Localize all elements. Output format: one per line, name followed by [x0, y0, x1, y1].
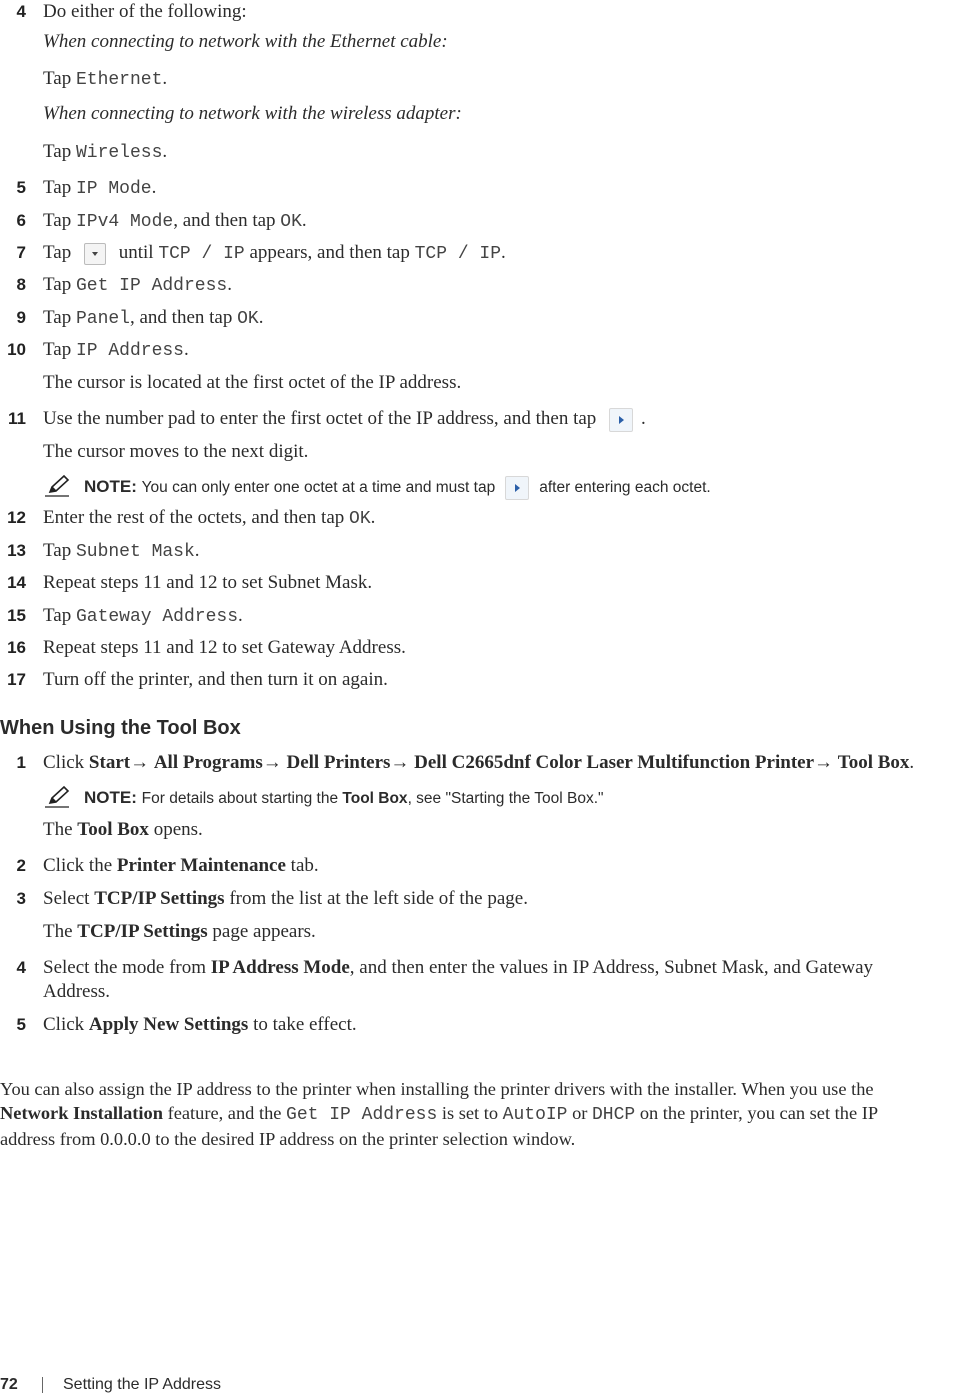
step-text: Tap IP Address. [43, 339, 189, 361]
step-number: 10 [7, 340, 26, 359]
step-text: Tap Gateway Address. [43, 605, 243, 627]
down-arrow-button-icon [84, 243, 106, 265]
note: NOTE: You can only enter one octet at a time and must tap after entering each octet. [84, 475, 711, 500]
wireless-instruction: Tap Wireless. [43, 141, 168, 163]
closing-line-2: Network Installation feature, and the Get IP Address is set to AutoIP or DHCP on the printer, you can set the IP [0, 1103, 879, 1125]
step-number: 15 [7, 606, 26, 625]
step-text: Repeat steps 11 and 12 to set Subnet Mask. [43, 572, 373, 593]
page-number: 72 [0, 1376, 18, 1393]
step-text: Tap Subnet Mask. [43, 540, 200, 562]
step-number: 2 [16, 856, 26, 875]
step-number: 6 [16, 211, 26, 230]
step-number: 5 [16, 178, 26, 197]
step-number: 1 [16, 753, 26, 772]
step-followup: The Tool Box opens. [43, 819, 203, 840]
footer-title: Setting the IP Address [63, 1376, 222, 1393]
closing-line-3: address from 0.0.0.0 to the desired IP address on the printer selection window. [0, 1129, 576, 1149]
step-text: Select TCP/IP Settings from the list at the left side of the page. [43, 888, 528, 909]
step-text: Enter the rest of the octets, and then tap OK. [43, 507, 376, 529]
step-number: 7 [16, 243, 26, 262]
step-text: Tap IP Mode. [43, 177, 157, 199]
ethernet-heading: When connecting to network with the Ethernet cable: [43, 31, 448, 52]
step-number: 3 [16, 889, 26, 908]
step-text: Tap IPv4 Mode, and then tap OK. [43, 210, 307, 232]
step-followup: The TCP/IP Settings page appears. [43, 921, 316, 942]
step-number: 14 [7, 573, 26, 592]
step-followup: The cursor is located at the first octet of the IP address. [43, 372, 462, 393]
step-text: Select the mode from IP Address Mode, and then enter the values in IP Address, Subnet Mask, and Gateway [43, 957, 874, 978]
note-pencil-icon [43, 785, 71, 816]
ethernet-instruction: Tap Ethernet. [43, 68, 168, 90]
right-arrow-button-icon [609, 408, 633, 432]
step-number: 12 [7, 508, 26, 527]
step-number: 11 [8, 409, 26, 428]
step-text: Click the Printer Maintenance tab. [43, 855, 319, 876]
step-text: Click Apply New Settings to take effect. [43, 1014, 357, 1035]
step-number: 4 [16, 958, 26, 977]
step-text: Tap Get IP Address. [43, 274, 232, 296]
step-text: Click Start→ All Programs→ Dell Printers→ Dell C2665dnf Color Laser Multifunction Printer→ Tool Box. [43, 752, 915, 773]
step-text-continued: Address. [43, 981, 111, 1002]
step-number: 13 [7, 541, 26, 560]
footer-separator [42, 1377, 43, 1393]
step-followup: The cursor moves to the next digit. [43, 441, 309, 462]
section-heading: When Using the Tool Box [0, 717, 241, 739]
step-number: 4 [16, 2, 26, 21]
step-text: Tap until TCP / IP appears, and then tap TCP / IP. [43, 242, 506, 264]
wireless-heading: When connecting to network with the wireless adapter: [43, 103, 462, 124]
step-text: Repeat steps 11 and 12 to set Gateway Address. [43, 637, 406, 658]
step-text: Use the number pad to enter the first octet of the IP address, and then tap . [43, 407, 646, 432]
closing-paragraph [0, 1077, 966, 1151]
step-number: 17 [7, 670, 26, 689]
note-pencil-icon [43, 474, 71, 505]
step-number: 16 [7, 638, 26, 657]
step-text: Tap Panel, and then tap OK. [43, 307, 264, 329]
step-text: Do either of the following: [43, 1, 247, 22]
step-number: 5 [16, 1015, 26, 1034]
step-text: Turn off the printer, and then turn it on again. [43, 669, 388, 690]
closing-line-1: You can also assign the IP address to the printer when installing the printer drivers with the installer. When you use the [0, 1079, 874, 1099]
note: NOTE: For details about starting the Tool Box, see "Starting the Tool Box." [84, 788, 604, 807]
step-number: 9 [16, 308, 26, 327]
step-number: 8 [16, 275, 26, 294]
right-arrow-button-icon [505, 476, 529, 500]
